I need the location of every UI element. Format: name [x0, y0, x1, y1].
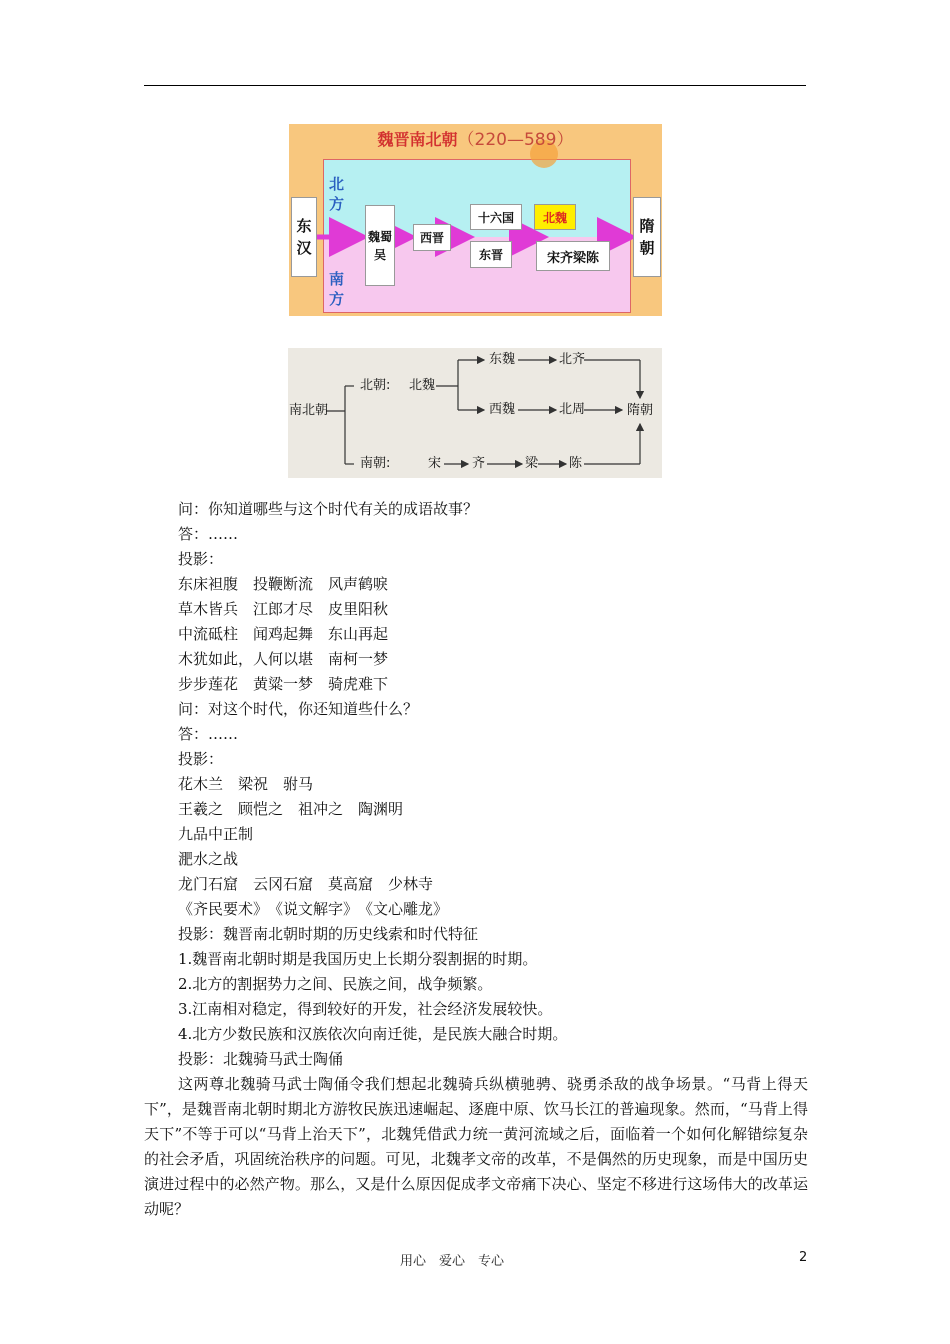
header-rule	[144, 85, 806, 86]
eastern-han-box: 东汉	[291, 197, 317, 277]
three-kingdoms-box: 魏蜀吴	[365, 205, 395, 286]
western-wei-label: 西魏	[489, 402, 516, 417]
sui-box: 隋朝	[633, 197, 661, 277]
projection-heading: 投影：魏晋南北朝时期的历史线索和时代特征	[178, 925, 479, 943]
eastern-wei-label: 东魏	[489, 352, 516, 367]
question-1: 问：你知道哪些与这个时代有关的成语故事？	[178, 500, 479, 518]
feature-item: 4.北方少数民族和汉族依次向南迁徙，是民族大融合时期。	[178, 1025, 568, 1043]
answer-1: 答：……	[178, 525, 239, 543]
projection-heading: 投影：北魏骑马武士陶俑	[178, 1050, 344, 1068]
qi-label: 齐	[472, 456, 486, 471]
idiom-line: 东床袒腹 投鞭断流 风声鹤唳	[178, 575, 389, 593]
topic-line: 王羲之 顾恺之 祖冲之 陶渊明	[178, 800, 404, 818]
north-label: 北方	[329, 175, 345, 213]
eastern-jin-box: 东晋	[470, 241, 512, 268]
answer-2: 答：……	[178, 725, 239, 743]
idiom-line: 木犹如此，人何以堪 南柯一梦	[178, 650, 389, 668]
dynasty-branch-figure	[288, 348, 662, 478]
footer-motto: 用心 爱心 专心	[400, 1254, 505, 1269]
sixteen-kingdoms-box: 十六国	[470, 204, 522, 230]
liang-label: 梁	[525, 456, 539, 471]
question-2: 问：对这个时代，你还知道些什么？	[178, 700, 419, 718]
figure1-title	[289, 125, 662, 150]
south-label: 南方	[329, 270, 345, 308]
title-text: 魏晋南北朝	[377, 130, 458, 149]
northern-wei-label: 北魏	[409, 378, 436, 393]
chen-label: 陈	[569, 456, 583, 471]
topic-line: 《齐民要术》 《说文解字》 《文心雕龙》	[178, 900, 449, 918]
western-jin-box: 西晋	[413, 224, 451, 251]
feature-item: 3.江南相对稳定，得到较好的开发，社会经济发展较快。	[178, 1000, 553, 1018]
page-number: 2	[799, 1250, 808, 1265]
body-paragraph: 这两尊北魏骑马武士陶俑令我们想起北魏骑兵纵横驰骋、骁勇杀敌的战争场景。“马背上得天下”，是魏晋南北朝时期北方游牧民族迅速崛起、逐鹿中原、饮马长江的普遍现象。然而，“马背上得天下”不等于可以“马背上治天下”，北魏凭借武力统一黄河流域之后，面临着一个如何化解错综复杂的社会矛盾，巩固统治秩序的问题。可见，北魏孝文帝的改革，不是偶然的历史现象，而是中国历史演进过程中的必然产物。那么，又是什么原因促成孝文帝痛下决心、坚定不移进行这场伟大的改革运动呢？	[144, 1075, 808, 1218]
topic-line: 九品中正制	[178, 825, 254, 843]
south-dynasties-label: 南朝:	[360, 456, 391, 471]
northern-qi-label: 北齐	[559, 352, 586, 367]
topic-line: 龙门石窟 云冈石窟 莫高窟 少林寺	[178, 875, 434, 893]
root-label: 南北朝	[289, 403, 329, 418]
projection-label-1: 投影：	[178, 550, 224, 568]
sui-label: 隋朝	[627, 403, 654, 418]
topic-line: 花木兰 梁祝 驸马	[178, 775, 314, 793]
song-label: 宋	[428, 456, 442, 471]
feature-item: 2.北方的割据势力之间、民族之间，战争频繁。	[178, 975, 493, 993]
northern-wei-box: 北魏	[534, 204, 576, 230]
northern-zhou-label: 北周	[559, 402, 586, 417]
north-dynasties-label: 北朝:	[360, 378, 391, 393]
dynasty-timeline-figure	[289, 124, 662, 316]
southern-dynasties-box: 宋齐梁陈	[536, 241, 610, 271]
projection-label-2: 投影：	[178, 750, 224, 768]
topic-line: 淝水之战	[178, 850, 239, 868]
idiom-line: 中流砥柱 闻鸡起舞 东山再起	[178, 625, 389, 643]
idiom-line: 步步莲花 黄粱一梦 骑虎难下	[178, 675, 389, 693]
title-years: （220—589）	[457, 130, 574, 150]
feature-item: 1.魏晋南北朝时期是我国历史上长期分裂割据的时期。	[178, 950, 538, 968]
idiom-line: 草木皆兵 江郎才尽 皮里阳秋	[178, 600, 389, 618]
